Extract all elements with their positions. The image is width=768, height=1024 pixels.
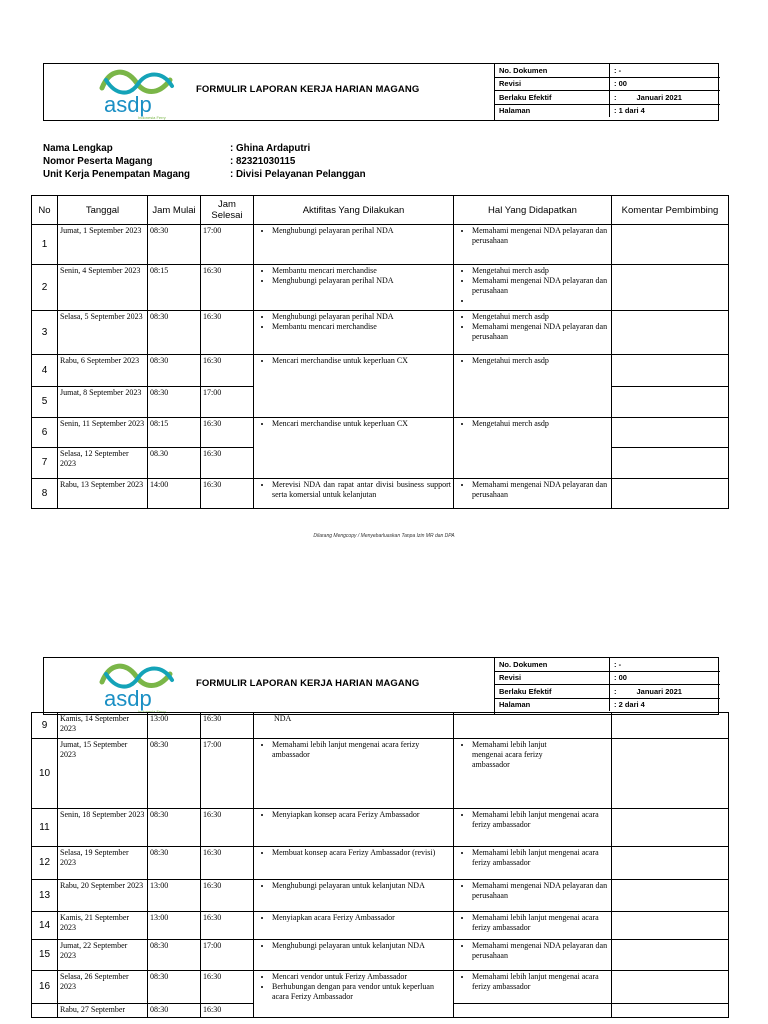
logo-text: asdp [104,92,152,117]
table-row [32,847,729,880]
row-outcomes [454,311,612,355]
activity-item: • Merevisi NDA dan rapat antar divisi business support serta komersial untuk kelanjutan [272,480,451,500]
header-no: No [32,196,58,225]
row-comment [612,971,729,1004]
row-number: 3 [32,311,58,355]
activity-table [31,195,729,509]
header-aktifitas: Aktifitas Yang Dilakukan [254,196,454,225]
table-row [32,880,729,912]
table-row [32,971,729,1004]
outcome-item: • Memahami mengenai NDA pelayaran dan perusahaan [472,941,609,961]
meta-sep: : [614,686,617,696]
row-activities [254,225,454,265]
outcome-item: • Mengetahui merch asdp [472,266,609,276]
meta-value: : 00 [610,671,721,685]
row-end: 16:30 [201,448,254,479]
header-tanggal: Tanggal [58,196,148,225]
row-number: 10 [32,739,58,809]
row-number: 15 [32,940,58,971]
meta-value: : 1 dari 4 [614,106,645,116]
row-number: 8 [32,479,58,509]
row-comment [612,448,729,479]
row-comment [612,418,729,448]
outcome-item: • Memahami lebih lanjut mengenai acara ferizy ambassador [472,740,571,770]
row-start: 08:30 [148,355,201,387]
meta-label: Berlaku Efektif [495,685,610,699]
row-outcomes [454,713,612,739]
table-row [32,387,729,418]
row-number: 14 [32,912,58,940]
row-comment [612,225,729,265]
meta-value: Januari 2021 [636,686,682,696]
form-title: FORMULIR LAPORAN KERJA HARIAN MAGANG [196,84,420,95]
activity-item: • Menghubungi pelayaran perihal NDA [272,226,451,236]
outcome-item: • Memahami mengenai NDA pelayaran dan perusahaan [472,226,609,246]
unit-label: Unit Kerja Penempatan Magang [43,169,190,180]
row-activities [254,880,454,912]
row-start: 08:15 [148,418,201,448]
meta-label: Revisi [495,671,610,685]
row-end: 16:30 [201,847,254,880]
row-activities [254,912,454,940]
meta-label: Revisi [495,77,610,91]
meta-label: Berlaku Efektif [495,91,610,105]
row-comment [612,355,729,387]
name-label: Nama Lengkap [43,143,113,154]
row-date: Jumat, 1 September 2023 [58,225,148,265]
row-start: 14:00 [148,479,201,509]
unit-value: : Divisi Pelayanan Pelanggan [230,169,366,180]
row-end: 16:30 [201,479,254,509]
row-start: 08:30 [148,809,201,847]
outcome-item: • Memahami lebih lanjut mengenai acara ferizy ambassador [472,848,609,868]
row-outcomes [454,847,612,880]
row-number: 9 [32,713,58,739]
row-start: 08:30 [148,225,201,265]
row-outcomes [454,479,612,509]
row-number: 16 [32,971,58,1004]
row-comment [612,387,729,418]
row-outcomes [454,809,612,847]
row-activities [254,940,454,971]
table-row [32,940,729,971]
row-date: Rabu, 27 September [58,1003,148,1017]
row-activities [254,809,454,847]
row-comment [612,479,729,509]
row-number: 1 [32,225,58,265]
row-comment [612,265,729,311]
row-comment [612,880,729,912]
activity-item: • Menghubungi pelayaran untuk kelanjutan NDA [272,881,451,891]
meta-label: Halaman [495,104,610,117]
meta-label: Halaman [495,698,610,711]
outcome-item [472,296,609,306]
activity-item: • Membantu mencari merchandise [272,266,451,276]
table-row [32,1003,729,1017]
row-number: 4 [32,355,58,387]
row-date: Jumat, 8 September 2023 [58,387,148,418]
row-start: 08:30 [148,739,201,809]
table-row [32,418,729,448]
row-activities [254,387,454,418]
row-outcomes [454,1003,612,1017]
table-row [32,311,729,355]
outcome-item: • Memahami lebih lanjut mengenai acara ferizy ambassador [472,972,609,992]
table-row [32,713,729,739]
row-outcomes [454,448,612,479]
row-start: 13:00 [148,912,201,940]
row-number: 5 [32,387,58,418]
row-end: 16:30 [201,713,254,739]
row-end: 16:30 [201,809,254,847]
row-number: 11 [32,809,58,847]
table-row [32,912,729,940]
header-komentar: Komentar Pembimbing [612,196,729,225]
row-end: 16:30 [201,971,254,1004]
number-value: : 82321030115 [230,156,296,167]
activity-item: • Menghubungi pelayaran perihal NDA [272,312,451,322]
meta-sep: : [614,92,617,102]
document-meta [494,64,720,120]
row-date: Selasa, 19 September 2023 [58,847,148,880]
outcome-item: • Memahami mengenai NDA pelayaran dan perusahaan [472,276,609,296]
meta-value: Januari 2021 [636,92,682,102]
activity-item: • Mencari vendor untuk Ferizy Ambassador [272,972,451,982]
row-comment [612,739,729,809]
row-outcomes [454,912,612,940]
row-start: 08:30 [148,387,201,418]
row-comment [612,847,729,880]
outcome-item: • Memahami mengenai NDA pelayaran dan perusahaan [472,881,609,901]
row-comment [612,809,729,847]
row-start: 08:30 [148,940,201,971]
row-start: 08.30 [148,448,201,479]
row-date: Jumat, 22 September 2023 [58,940,148,971]
row-date: Senin, 18 September 2023 [58,809,148,847]
row-end: 16:30 [201,265,254,311]
meta-value: : 00 [610,77,721,91]
row-outcomes [454,940,612,971]
row-comment [612,713,729,739]
row-date: Senin, 11 September 2023 [58,418,148,448]
row-outcomes [454,265,612,311]
meta-label: No. Dokumen [495,64,610,77]
row-date: Selasa, 26 September 2023 [58,971,148,1004]
row-activities [254,311,454,355]
outcome-item: • Memahami lebih lanjut mengenai acara ferizy ambassador [472,810,609,830]
header-hal: Hal Yang Didapatkan [454,196,612,225]
row-activities [254,448,454,479]
row-comment [612,311,729,355]
activity-table [31,712,729,1018]
row-end: 17:00 [201,940,254,971]
row-date: Jumat, 15 September 2023 [58,739,148,809]
activity-item: • Menghubungi pelayaran untuk kelanjutan NDA [272,941,451,951]
row-date: Selasa, 5 September 2023 [58,311,148,355]
row-activities [254,847,454,880]
outcome-item: • Mengetahui merch asdp [472,419,609,429]
activity-item: • Membuat konsep acara Ferizy Ambassador (revisi) [272,848,451,858]
document-meta [494,658,720,714]
row-start: 08:15 [148,265,201,311]
row-start: 13:00 [148,713,201,739]
asdp-logo [92,66,182,120]
row-start: 08:30 [148,847,201,880]
row-end: 16:30 [201,880,254,912]
row-outcomes [454,418,612,448]
row-end: 17:00 [201,387,254,418]
outcome-item: • Memahami lebih lanjut mengenai acara ferizy ambassador [472,913,609,933]
logo-subtext: Indonesia Ferry [138,115,166,120]
meta-value: : - [610,64,721,77]
outcome-item: • Memahami mengenai NDA pelayaran dan perusahaan [472,322,609,342]
row-date: Kamis, 14 September 2023 [58,713,148,739]
name-value: : Ghina Ardaputri [230,143,311,154]
row-start: 13:00 [148,880,201,912]
row-number: 7 [32,448,58,479]
row-outcomes [454,355,612,387]
row-activities [254,418,454,448]
activity-item: • Menyiapkan konsep acara Ferizy Ambassador [272,810,451,820]
form-header [43,63,719,121]
row-comment [612,1003,729,1017]
row-number: 12 [32,847,58,880]
document-page-2 [0,640,768,1024]
row-date: Selasa, 12 September 2023 [58,448,148,479]
row-end: 16:30 [201,355,254,387]
row-date: Senin, 4 September 2023 [58,265,148,311]
meta-value: : 2 dari 4 [614,700,645,710]
meta-value: : - [610,658,721,671]
activity-item: • Menghubungi pelayaran perihal NDA [272,276,451,286]
row-number: 13 [32,880,58,912]
table-row [32,739,729,809]
page-footer: Dilarang Mengcopy / Menyebarluaskan Tanpa Izin MR dan DPA [313,533,455,539]
row-end: 16:30 [201,418,254,448]
activity-continued: NDA [274,714,292,723]
row-activities [254,355,454,387]
activity-item: • Menyiapkan acara Ferizy Ambassador [272,913,451,923]
meta-label: No. Dokumen [495,658,610,671]
row-activities [254,265,454,311]
row-date: Kamis, 21 September 2023 [58,912,148,940]
table-row [32,479,729,509]
table-row [32,225,729,265]
table-row [32,265,729,311]
row-start: 08:30 [148,1003,201,1017]
logo-text: asdp [104,686,152,711]
row-end: 16:30 [201,1003,254,1017]
header-jam-mulai: Jam Mulai [148,196,201,225]
table-row [32,809,729,847]
row-start: 08:30 [148,311,201,355]
row-date: Rabu, 6 September 2023 [58,355,148,387]
outcome-item: • Memahami mengenai NDA pelayaran dan perusahaan [472,480,609,500]
row-activities [254,1003,454,1017]
row-number: 6 [32,418,58,448]
logo-subtext: Indonesia Ferry [138,709,166,714]
row-outcomes [454,971,612,1004]
row-end: 16:30 [201,912,254,940]
row-outcomes [454,387,612,418]
row-number [32,1003,58,1017]
row-end: 17:00 [201,225,254,265]
row-end: 17:00 [201,739,254,809]
row-end: 16:30 [201,311,254,355]
asdp-logo [92,660,182,714]
activity-item: • Mencari merchandise untuk keperluan CX [272,356,451,366]
outcome-item: • Mengetahui merch asdp [472,312,609,322]
outcome-item: • Mengetahui merch asdp [472,356,609,366]
row-date: Rabu, 13 September 2023 [58,479,148,509]
form-header [43,657,719,715]
row-activities [254,739,454,809]
participant-identity [43,142,366,181]
activity-item: • Membantu mencari merchandise [272,322,451,332]
activity-item: • Berhubungan dengan para vendor untuk keperluan acara Ferizy Ambassador [272,982,451,1002]
row-activities [254,713,454,739]
row-date: Rabu, 20 September 2023 [58,880,148,912]
row-outcomes [454,739,612,809]
row-number: 2 [32,265,58,311]
row-activities [254,479,454,509]
table-row [32,355,729,387]
header-jam-selesai: Jam Selesai [201,196,254,225]
row-start: 08:30 [148,971,201,1004]
row-outcomes [454,225,612,265]
table-row [32,448,729,479]
number-label: Nomor Peserta Magang [43,156,153,167]
row-outcomes [454,880,612,912]
row-activities [254,971,454,1004]
row-comment [612,940,729,971]
row-comment [612,912,729,940]
activity-item: • Mencari merchandise untuk keperluan CX [272,419,451,429]
form-title: FORMULIR LAPORAN KERJA HARIAN MAGANG [196,678,420,689]
activity-item: • Memahami lebih lanjut mengenai acara ferizy ambassador [272,740,451,760]
